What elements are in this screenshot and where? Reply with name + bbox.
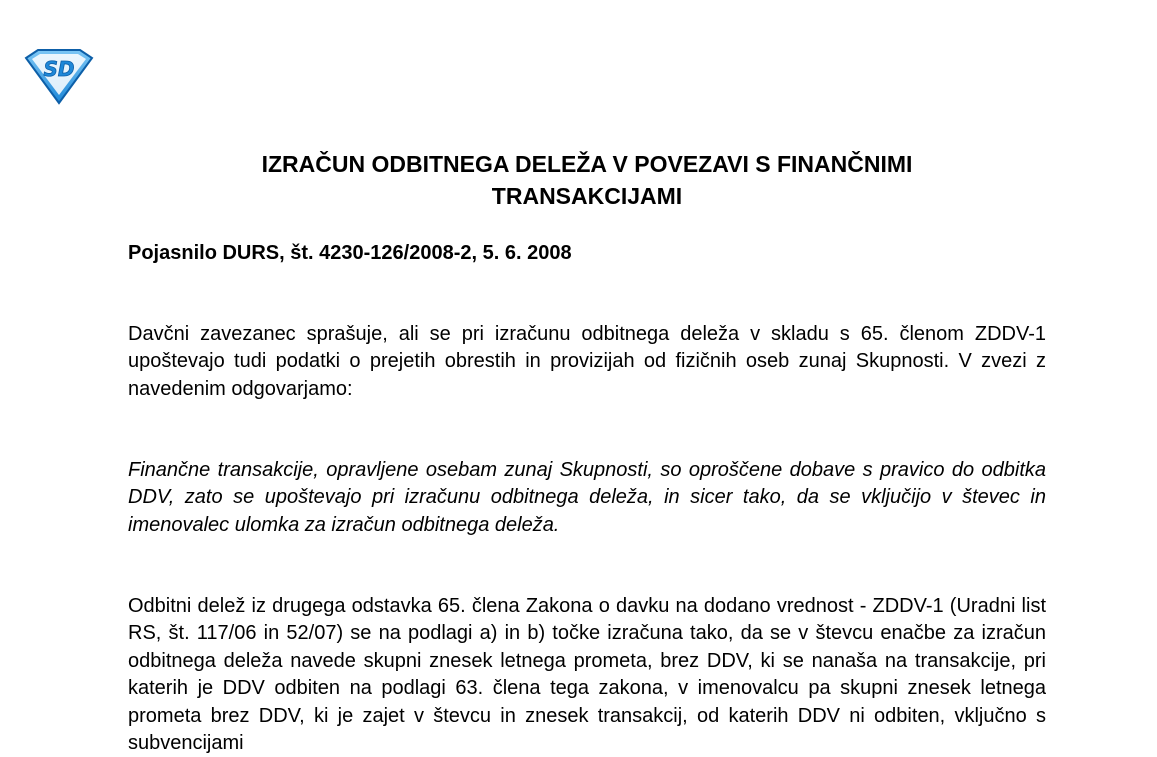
title-line-1: IZRAČUN ODBITNEGA DELEŽA V POVEZAVI S FINANČNIMI [261, 151, 913, 177]
svg-text:SD: SD [43, 57, 75, 81]
document-title [128, 148, 1046, 212]
sd-logo-icon [22, 48, 96, 106]
paragraph-answer: Finančne transakcije, opravljene osebam zunaj Skupnosti, so oproščene dobave s pravico do odbitka DDV, zato se upoštevajo pri izračunu odbitnega deleža, in sicer tako, da se vključijo v števec in imenovalec ulomka za izračun odbitnega deleža. [128, 459, 1046, 536]
paragraph-explanation: Odbitni delež iz drugega odstavka 65. člena Zakona o davku na dodano vrednost - ZDDV-1 (Uradni list RS, št. 117/06 in 52/07) se na podlagi a) in b) točke izračuna tako, da se v števcu enačbe za izračun odbitnega deleža navede skupni znesek letnega prometa, brez DDV, ki se nanaša na transakcije, pri katerih je DDV odbiten na podlagi 63. člena tega zakona, v imenovalcu pa skupni znesek letnega prometa brez DDV, ki je zajet v števcu in znesek transakcij, od katerih DDV ni odbiten, vključno s subvencijami [128, 595, 1046, 755]
paragraph-question: Davčni zavezanec sprašuje, ali se pri izračunu odbitnega deleža v skladu s 65. členom ZDDV-1 upoštevajo tudi podatki o prejetih obrestih in provizijah od fizičnih oseb zunaj Skupnosti. V zvezi z navedenim odgovarjamo: [128, 323, 1046, 400]
document-subtitle: Pojasnilo DURS, št. 4230-126/2008-2, 5. 6. 2008 [128, 242, 572, 264]
title-line-2: TRANSAKCIJAMI [491, 183, 683, 209]
